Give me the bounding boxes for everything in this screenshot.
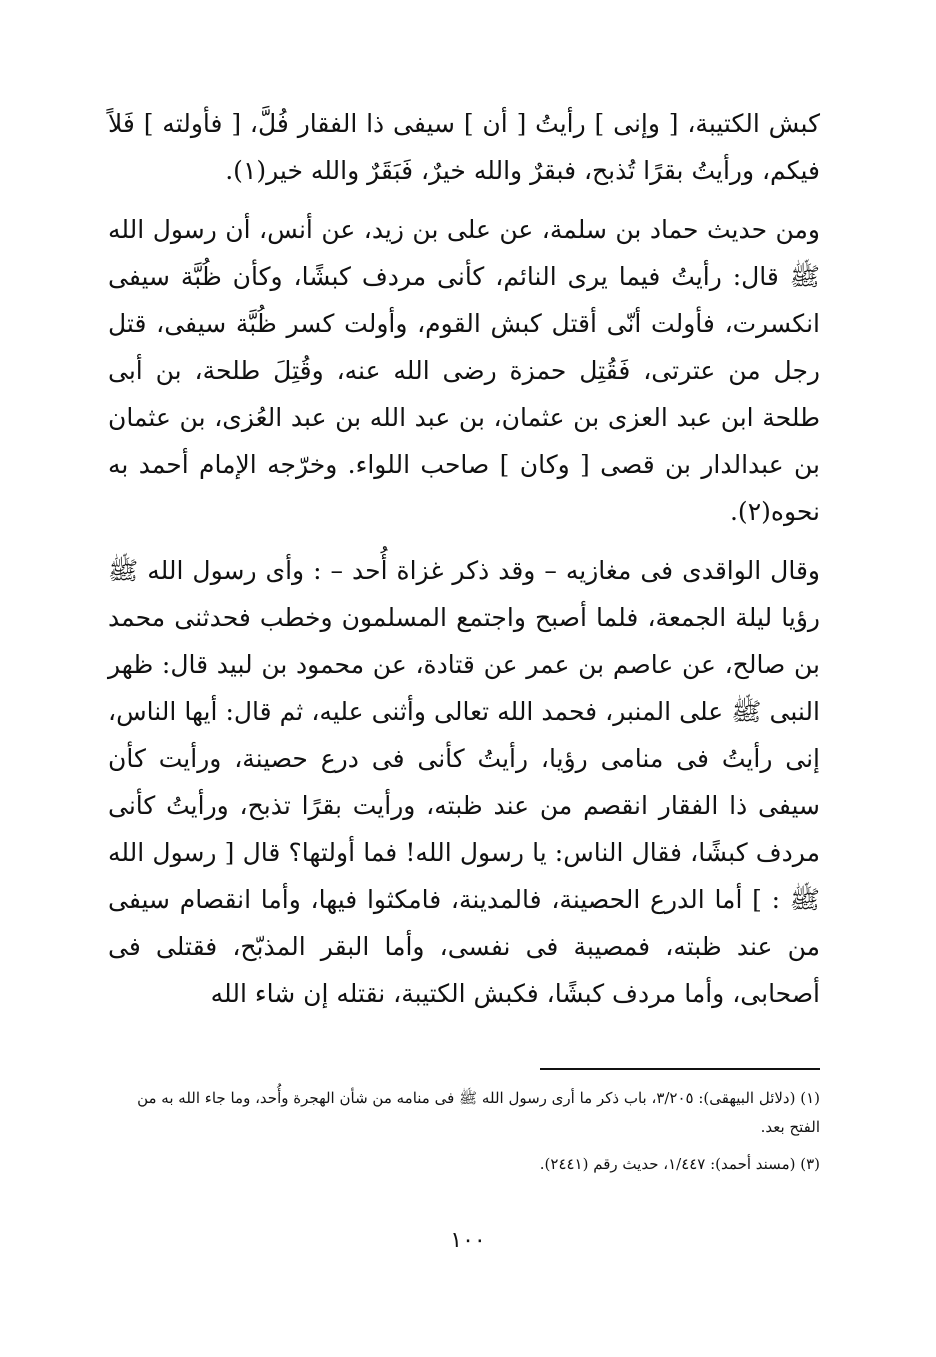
footnotes <box>108 1084 820 1187</box>
footnote-1: (١) (دلائل البيهقى): ٣/٢٠٥، باب ذكر ما أرى رسول الله ﷺ فى منامه من شأن الهجرة وأُحد، وما جاء الله به من الفتح بعد. <box>137 1089 820 1136</box>
footnote-2: (٣) (مسند أحمد): ١/٤٤٧، حديث رقم (٢٤٤١). <box>539 1155 820 1173</box>
main-text <box>108 100 820 1017</box>
paragraph-2: ومن حديث حماد بن سلمة، عن على بن زيد، عن أنس، أن رسول الله ﷺ قال: رأيتُ فيما يرى النائم، كأنى مردف كبشًا، وكأن ظُبَّة سيفى انكسرت، فأولت أنّى أقتل كبش القوم، وأولت كسر ظُبَّة سيفى، قتل رجل من عترتى، فَقُتِل حمزة رضى الله عنه، وقُتِلَ طلحة، بن أبى طلحة ابن عبد العزى بن عثمان، بن عبد الله بن عبد العُزى، بن عثمان بن عبدالدار بن قصى [ وكان ] صاحب اللواء. وخرّجه الإمام أحمد به نحوه(٢). <box>108 215 820 526</box>
paragraph-1: كبش الكتيبة، [ وإنى ] رأيتُ [ أن ] سيفى ذا الفقار فُلَّ، [ فأولته ] فَلاً فيكم، ورأيتُ بقرًا تُذبح، فبقرٌ والله خيرٌ، فَبَقَرٌ والله خير(١). <box>108 109 820 185</box>
paragraph-3: وقال الواقدى فى مغازيه – وقد ذكر غزاة أُحد – : وأى رسول الله ﷺ رؤيا ليلة الجمعة، فلما أصبح واجتمع المسلمون وخطب فحدثنى محمد بن صالح، عن عاصم بن عمر عن قتادة، عن محمود بن لبيد قال: ظهر النبى ﷺ على المنبر، فحمد الله تعالى وأثنى عليه، ثم قال: أيها الناس، إنى رأيتُ فى منامى رؤيا، رأيتُ كأنى فى درع حصينة، ورأيت كأن سيفى ذا الفقار انقصم من عند ظبته، ورأيت بقرًا تذبح، ورأيتُ كأنى مردف كبشًا، فقال الناس: يا رسول الله! فما أولتها؟ قال [ رسول الله ﷺ : ] أما الدرع الحصينة، فالمدينة، فامكثوا فيها، وأما انقصام سيفى من عند ظبته، فمصيبة فى نفسى، وأما البقر المذبّح، فقتلى فى أصحابى، وأما مردف كبشًا، فكبش الكتيبة، نقتله إن شاء الله <box>108 556 820 1008</box>
page-number: ١٠٠ <box>450 1228 486 1253</box>
footnote-divider <box>540 1068 820 1070</box>
